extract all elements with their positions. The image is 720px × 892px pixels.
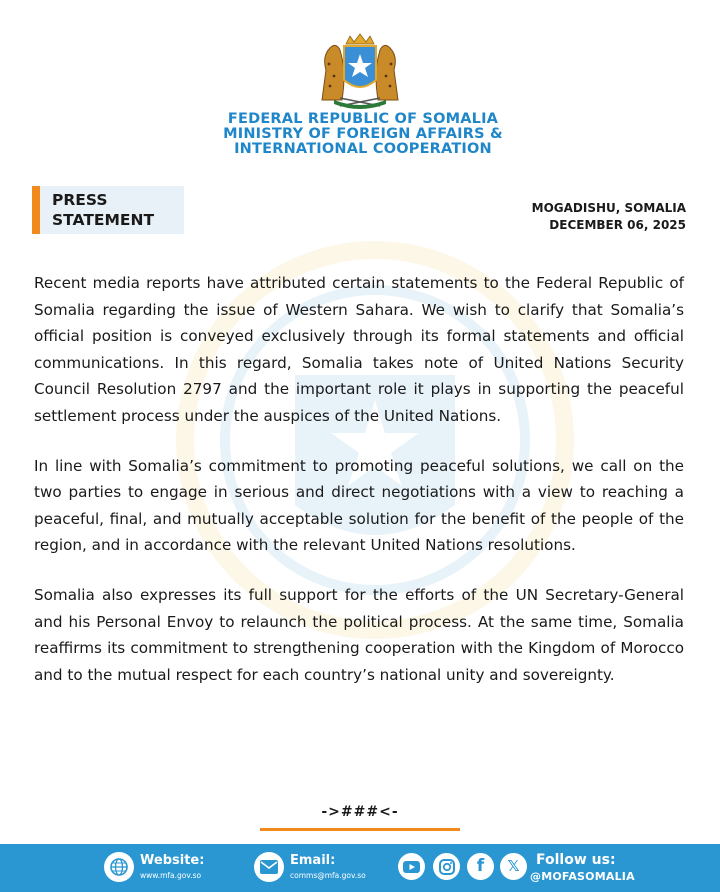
youtube-icon[interactable] xyxy=(398,853,425,880)
ministry-line-3: INTERNATIONAL COOPERATION xyxy=(234,141,492,157)
paragraph-1: Recent media reports have attributed certain statements to the Federal Republic of Somalia regarding the issue of Western Sahara. We wish to clarify that Somalia’s official position is conveyed exclusively through its formal statements and official communications. In this regard, Somalia takes note of United Nations Security Council Resolution 2797 and the important role it plays in supporting the peaceful settlement process under the auspices of the United Nations. xyxy=(34,274,684,425)
end-mark: ->###<- xyxy=(321,804,399,820)
ministry-name xyxy=(0,112,720,157)
coat-of-arms-logo xyxy=(312,30,408,110)
follow-label: Follow us: xyxy=(536,852,616,868)
instagram-icon[interactable] xyxy=(433,853,460,880)
x-icon[interactable]: 𝕏 xyxy=(500,853,527,880)
end-divider xyxy=(260,828,460,831)
facebook-icon[interactable]: f xyxy=(467,853,494,880)
website-label: Website: xyxy=(140,853,205,868)
dateline-date: DECEMBER 06, 2025 xyxy=(549,218,686,232)
follow-handle[interactable]: @MOFASOMALIA xyxy=(530,870,635,883)
paragraph-3: Somalia also expresses its full support for the efforts of the UN Secretary-General and his Personal Envoy to relaunch the political process. At the same time, Somalia reaffirms its commitment to strengthening cooperation with the Kingdom of Morocco and to the mutual respect for each country’s national unity and sovereignty. xyxy=(34,585,684,684)
ministry-line-1: FEDERAL REPUBLIC OF SOMALIA xyxy=(227,111,499,127)
paragraph-2: In line with Somalia’s commitment to promoting peaceful solutions, we call on the two parties to engage in serious and direct negotiations with a view to reaching a peaceful, final, and mutually acceptable solution for the benefit of the people of the region, and in accordance with the relevant United Nations resolutions. xyxy=(34,456,684,555)
footer-bar xyxy=(0,844,720,892)
email-label: Email: xyxy=(290,853,336,868)
email-value[interactable]: comms@mfa.gov.so xyxy=(290,871,366,880)
press-label-line-1: PRESS xyxy=(52,191,108,209)
press-statement-label xyxy=(32,186,184,234)
email-icon xyxy=(254,852,284,882)
ministry-line-2: MINISTRY OF FOREIGN AFFAIRS & xyxy=(223,126,503,142)
website-value[interactable]: www.mfa.gov.so xyxy=(140,871,202,880)
dateline-place: MOGADISHU, SOMALIA xyxy=(531,201,686,215)
press-label-line-2: STATEMENT xyxy=(52,211,155,229)
dateline xyxy=(532,200,686,234)
statement-body xyxy=(34,270,684,711)
globe-icon xyxy=(104,852,134,882)
